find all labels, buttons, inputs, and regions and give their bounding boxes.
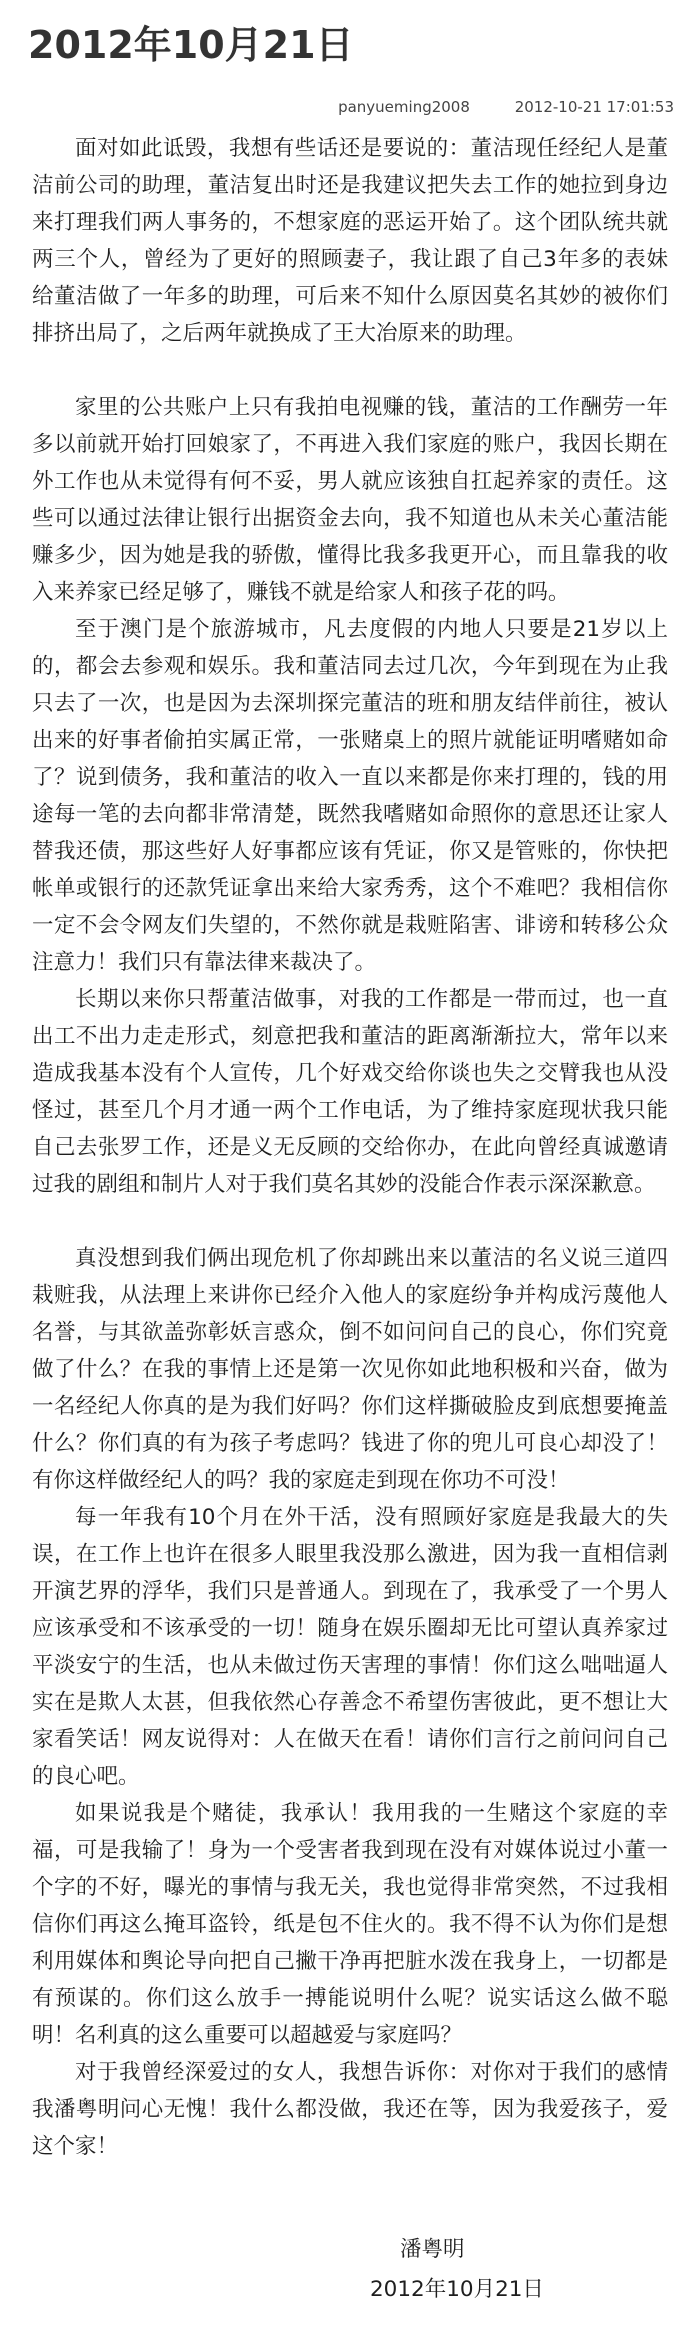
- post-timestamp: 2012-10-21 17:01:53: [514, 98, 674, 116]
- post-body: [32, 130, 668, 2165]
- paragraph-1: 面对如此诋毁，我想有些话还是要说的：董洁现任经纪人是董洁前公司的助理，董洁复出时还是我建议把失去工作的她拉到身边来打理我们两人事务的，不想家庭的恶运开始了。这个团队统共就两三个人，曾经为了更好的照顾妻子，我让跟了自己3年多的表妹给董洁做了一年多的助理，可后来不知什么原因莫名其妙的被你们排挤出局了，之后两年就换成了王大冶原来的助理。: [32, 136, 668, 346]
- paragraph-4: 长期以来你只帮董洁做事，对我的工作都是一带而过，也一直出工不出力走走形式，刻意把我和董洁的距离渐渐拉大，常年以来造成我基本没有个人宣传，几个好戏交给你谈也失之交臂我也从没怪过，甚至几个月才通一两个工作电话，为了维持家庭现状我只能自己去张罗工作，还是义无反顾的交给你办，在此向曾经真诚邀请过我的剧组和制片人对于我们莫名其妙的没能合作表示深深歉意。: [32, 987, 668, 1197]
- paragraph-2: 家里的公共账户上只有我拍电视赚的钱，董洁的工作酬劳一年多以前就开始打回娘家了，不再进入我们家庭的账户，我因长期在外工作也从未觉得有何不妥，男人就应该独自扛起养家的责任。这些可以通过法律让银行出据资金去向，我不知道也从未关心董洁能赚多少，因为她是我的骄傲，懂得比我多我更开心，而且靠我的收入来养家已经足够了，赚钱不就是给家人和孩子花的吗。: [32, 395, 668, 605]
- signature-name: 潘粤明: [400, 2237, 465, 2262]
- paragraph-5: 真没想到我们俩出现危机了你却跳出来以董洁的名义说三道四栽赃我，从法理上来讲你已经介入他人的家庭纷争并构成污蔑他人名誉，与其欲盖弥彰妖言惑众，倒不如问问自己的良心，你们究竟做了什么？在我的事情上还是第一次见你如此地积极和兴奋，做为一名经纪人你真的是为我们好吗？你们这样撕破脸皮到底想要掩盖什么？你们真的有为孩子考虑吗？钱进了你的兜儿可良心却没了！有你这样做经纪人的吗？我的家庭走到现在你功不可没！: [32, 1246, 668, 1493]
- paragraph-6: 每一年我有10个月在外干活，没有照顾好家庭是我最大的失误，在工作上也许在很多人眼里我没那么激进，因为我一直相信剥开演艺界的浮华，我们只是普通人。到现在了，我承受了一个男人应该承受和不该承受的一切！随身在娱乐圈却无比可望认真养家过平淡安宁的生活，也从未做过伤天害理的事情！你们这么咄咄逼人实在是欺人太甚，但我依然心存善念不希望伤害彼此，更不想让大家看笑话！网友说得对：人在做天在看！请你们言行之前问问自己的良心吧。: [32, 1505, 668, 1789]
- post-meta: [338, 98, 674, 116]
- paragraph-3: 至于澳门是个旅游城市，凡去度假的内地人只要是21岁以上的，都会去参观和娱乐。我和董洁同去过几次，今年到现在为止我只去了一次，也是因为去深圳探完董洁的班和朋友结伴前往，被认出来的好事者偷拍实属正常，一张赌桌上的照片就能证明嗜赌如命了？说到债务，我和董洁的收入一直以来都是你来打理的，钱的用途每一笔的去向都非常清楚，既然我嗜赌如命照你的意思还让家人替我还债，那这些好人好事都应该有凭证，你又是管账的，你快把帐单或银行的还款凭证拿出来给大家秀秀，这个不难吧？我相信你一定不会令网友们失望的，不然你就是栽赃陷害、诽谤和转移公众注意力！我们只有靠法律来裁决了。: [32, 617, 668, 975]
- paragraph-8: 对于我曾经深爱过的女人，我想告诉你：对你对于我们的感情我潘粤明问心无愧！我什么都没做，我还在等，因为我爱孩子，爱这个家！: [32, 2060, 668, 2159]
- paragraph-7: 如果说我是个赌徒，我承认！我用我的一生赌这个家庭的幸福，可是我输了！身为一个受害者我到现在没有对媒体说过小董一个字的不好，曝光的事情与我无关，我也觉得非常突然，不过我相信你们再这么掩耳盗铃，纸是包不住火的。我不得不认为你们是想利用媒体和舆论导向把自己撇干净再把脏水泼在我身上，一切都是有预谋的。你们这么放手一搏能说明什么呢？说实话这么做不聪明！名利真的这么重要可以超越爱与家庭吗？: [32, 1801, 668, 2048]
- author-name[interactable]: panyueming2008: [338, 98, 470, 116]
- post-title: 2012年10月21日: [28, 23, 354, 67]
- signature-date: 2012年10月21日: [370, 2277, 544, 2302]
